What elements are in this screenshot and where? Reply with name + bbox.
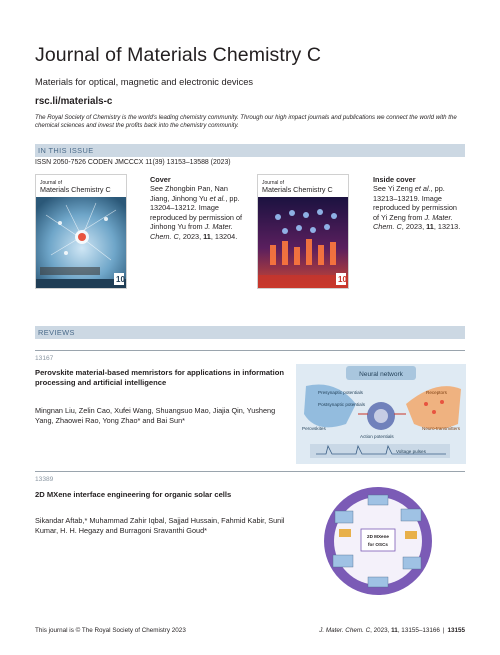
issn-line: ISSN 2050-7526 CODEN JMCCCX 11(39) 13153–13588 (2023) xyxy=(35,159,231,166)
article-divider xyxy=(35,350,465,351)
figure-label-presynaptic: Presynaptic potentials xyxy=(318,390,363,395)
svg-text:Materials Chemistry C: Materials Chemistry C xyxy=(262,185,333,194)
footer-copyright: This journal is © The Royal Society of Chemistry 2023 xyxy=(35,627,186,634)
figure-label-neural-network: Neural network xyxy=(359,371,403,378)
article-page-number: 13167 xyxy=(35,355,54,362)
inside-cover-mini-title: Journal of xyxy=(262,180,284,186)
cover-art xyxy=(36,175,127,289)
inside-cover-label: Inside cover xyxy=(373,175,416,184)
cover-label: Cover xyxy=(150,175,171,184)
figure-label-postsynaptic: Postsynaptic potentials xyxy=(318,402,365,407)
article-title[interactable]: 2D MXene interface engineering for organic solar cells xyxy=(35,490,232,499)
article-title[interactable]: Perovskite material-based memristors for applications in information processing and artificial intelligence xyxy=(35,368,284,387)
svg-text:10: 10 xyxy=(338,275,347,284)
figure-label-action-potentials: Action potentials xyxy=(360,434,394,439)
footer-citation: J. Mater. Chem. C, 2023, 11, 13155–13166 | 13155 xyxy=(319,627,465,634)
reviews-heading: REVIEWS xyxy=(38,328,75,337)
rsc-blurb: The Royal Society of Chemistry is the world's leading chemistry community. Through our high impact journals and publications we connect the world with the chemical sciences and invest the profits back into the chemistry community. xyxy=(35,114,457,130)
journal-link[interactable]: rsc.li/materials-c xyxy=(35,96,113,107)
article-graphic xyxy=(313,485,443,597)
article-authors: Mingnan Liu, Zelin Cao, Xufei Wang, Shuangsuo Mao, Jiajia Qin, Yusheng Yang, Zhaowei Rao, Yong Zhao* and Bai Sun* xyxy=(35,406,276,425)
figure-label-voltage-pulses: Voltage pulses xyxy=(396,449,426,454)
journal-title: Journal of Materials Chemistry C xyxy=(35,44,322,66)
svg-text:10: 10 xyxy=(116,275,125,284)
in-this-issue-heading: IN THIS ISSUE xyxy=(38,146,94,155)
cover-image xyxy=(35,174,127,289)
svg-text:Materials Chemistry C: Materials Chemistry C xyxy=(40,185,111,194)
page-number: 13155 xyxy=(447,627,465,634)
reviews-bar xyxy=(35,326,465,339)
article-graphic xyxy=(296,364,466,464)
figure-label-neurotransmitters: Neuro-transmitters xyxy=(422,426,461,431)
cover-credit: See Zhongbin Pan, Nan Jiang, Jinhong Yu et al., pp. 13204–13212. Image reproduced by permission of Jinhong Yu from J. Mater. Chem. C, 2023, 11, 13204. xyxy=(150,184,243,241)
inside-cover-image xyxy=(257,174,349,289)
svg-text:2D MXene: 2D MXene xyxy=(367,534,389,539)
figure-label-receptors: Receptors xyxy=(426,390,447,395)
figure-label-perovskites: Perovskites xyxy=(302,426,326,431)
inside-cover-credit: See Yi Zeng et al., pp. 13213–13219. Image reproduced by permission of Yi Zeng from J. Mater. Chem. C, 2023, 11, 13213. xyxy=(373,184,461,232)
article-authors: Sikandar Aftab,* Muhammad Zahir Iqbal, Sajjad Hussain, Fahmid Kabir, Sunil Kumar, H. H. Hegazy and Burragoni Sravanthi Goud* xyxy=(35,516,285,535)
article-divider xyxy=(35,471,465,472)
journal-subtitle: Materials for optical, magnetic and electronic devices xyxy=(35,77,254,87)
svg-text:for OSCs: for OSCs xyxy=(368,542,388,547)
article-page-number: 13389 xyxy=(35,476,54,483)
in-this-issue-bar xyxy=(35,144,465,157)
cover-mini-title: Journal of xyxy=(40,180,62,186)
inside-cover-art xyxy=(258,175,349,289)
